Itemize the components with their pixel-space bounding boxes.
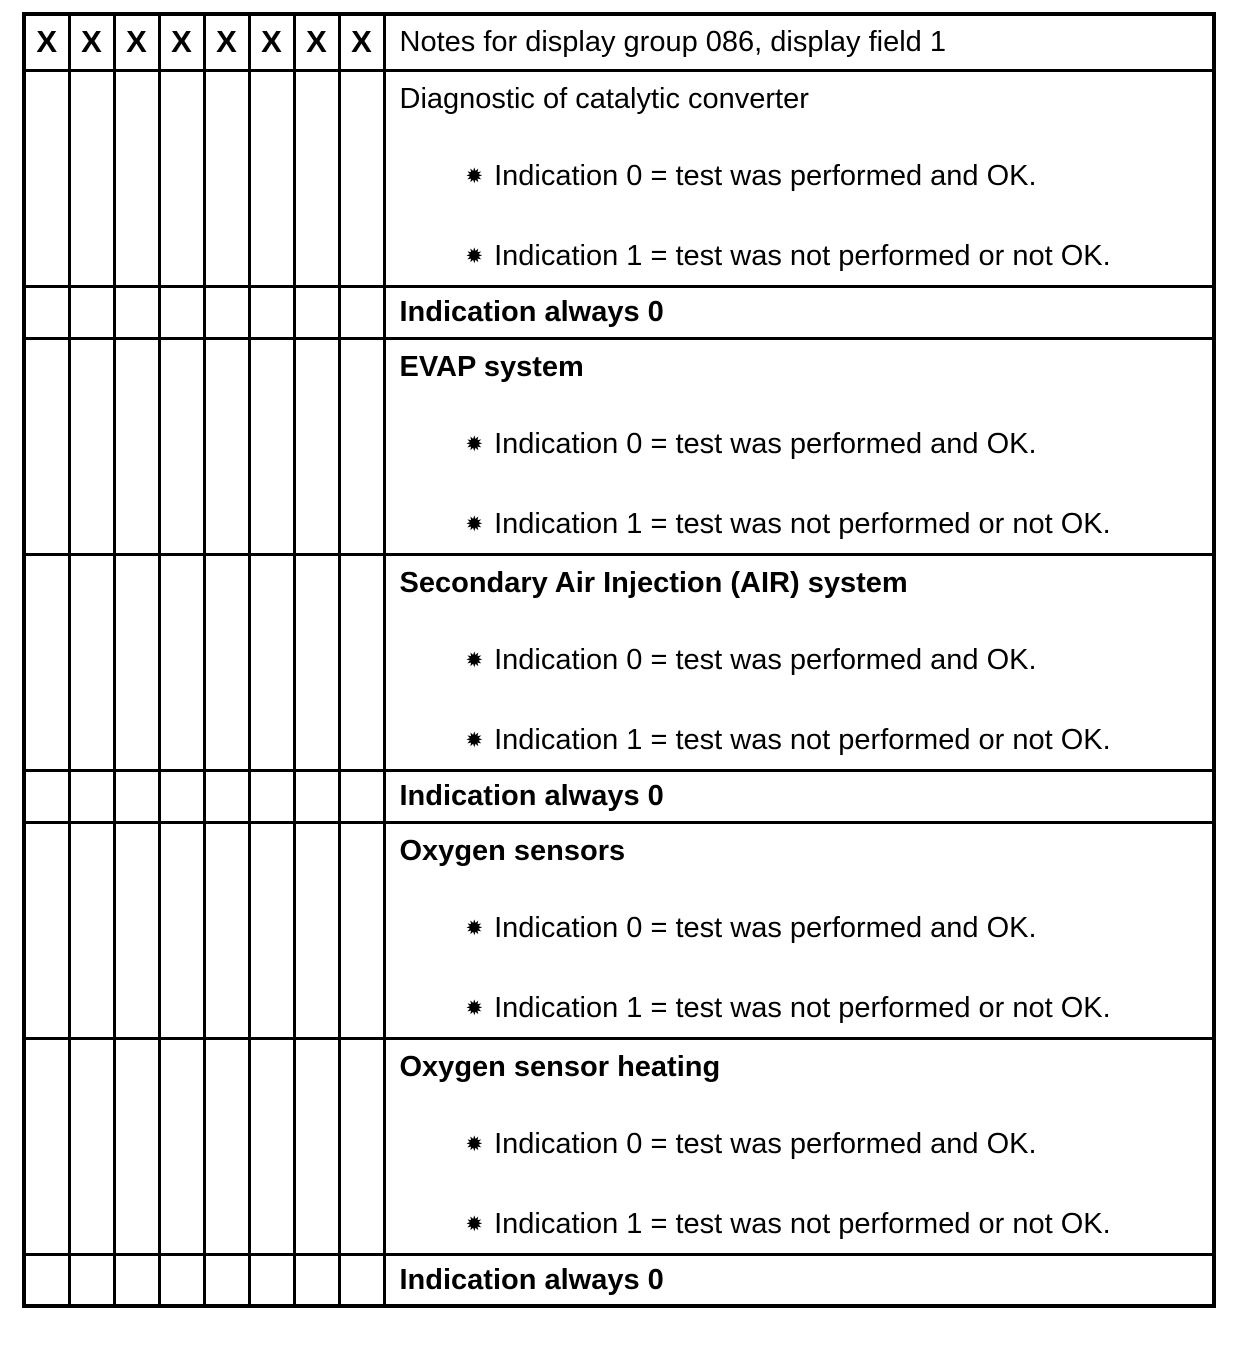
x-mark-cell xyxy=(24,14,69,70)
single-row-indication-always-0 xyxy=(24,1254,1214,1306)
x-mark-cell xyxy=(159,14,204,70)
empty-x-cell xyxy=(24,70,69,286)
empty-x-cell xyxy=(24,554,69,770)
empty-x-cell xyxy=(24,1254,69,1306)
starburst-bullet-icon: ✹ xyxy=(465,164,484,188)
section-cell xyxy=(384,1038,1214,1254)
empty-x-cell xyxy=(159,70,204,286)
empty-x-cell xyxy=(69,286,114,338)
empty-x-cell xyxy=(69,554,114,770)
section-row-catalytic-converter xyxy=(24,70,1214,286)
bullet-text: Indication 0 = test was performed and OK. xyxy=(494,643,1037,676)
empty-x-cell xyxy=(69,70,114,286)
bullet-text: Indication 0 = test was performed and OK. xyxy=(494,1127,1037,1160)
empty-x-cell xyxy=(294,770,339,822)
empty-x-cell xyxy=(249,822,294,1038)
bullet-line xyxy=(400,426,1199,465)
empty-x-cell xyxy=(24,822,69,1038)
bullet-line xyxy=(400,910,1199,949)
empty-x-cell xyxy=(294,554,339,770)
empty-x-cell xyxy=(114,70,159,286)
empty-x-cell xyxy=(114,554,159,770)
empty-x-cell xyxy=(339,70,384,286)
starburst-bullet-icon: ✹ xyxy=(465,728,484,752)
single-title: Indication always 0 xyxy=(399,780,664,812)
empty-x-cell xyxy=(249,1038,294,1254)
empty-x-cell xyxy=(204,554,249,770)
empty-x-cell xyxy=(159,554,204,770)
x-mark: X xyxy=(171,24,192,60)
empty-x-cell xyxy=(69,822,114,1038)
empty-x-cell xyxy=(204,770,249,822)
bullet-line xyxy=(400,238,1199,277)
empty-x-cell xyxy=(159,770,204,822)
empty-x-cell xyxy=(24,338,69,554)
single-cell xyxy=(384,1254,1214,1306)
notes-header-cell xyxy=(384,14,1214,70)
starburst-bullet-icon: ✹ xyxy=(465,512,484,536)
starburst-bullet-icon: ✹ xyxy=(465,244,484,268)
starburst-bullet-icon: ✹ xyxy=(465,648,484,672)
page xyxy=(0,12,1248,1362)
empty-x-cell xyxy=(249,286,294,338)
empty-x-cell xyxy=(294,1254,339,1306)
x-mark: X xyxy=(81,24,102,60)
single-title: Indication always 0 xyxy=(399,296,664,328)
empty-x-cell xyxy=(159,822,204,1038)
empty-x-cell xyxy=(204,70,249,286)
empty-x-cell xyxy=(249,554,294,770)
empty-x-cell xyxy=(249,1254,294,1306)
bullet-text: Indication 1 = test was not performed or not OK. xyxy=(494,507,1111,540)
single-cell xyxy=(384,770,1214,822)
empty-x-cell xyxy=(339,286,384,338)
empty-x-cell xyxy=(204,1038,249,1254)
bullet-line xyxy=(400,642,1199,681)
starburst-bullet-icon: ✹ xyxy=(465,1132,484,1156)
empty-x-cell xyxy=(114,1038,159,1254)
empty-x-cell xyxy=(159,286,204,338)
empty-x-cell xyxy=(69,1254,114,1306)
section-row-oxygen-sensor-heating xyxy=(24,1038,1214,1254)
x-mark-cell xyxy=(339,14,384,70)
section-cell xyxy=(384,822,1214,1038)
x-mark-cell xyxy=(204,14,249,70)
empty-x-cell xyxy=(294,1038,339,1254)
empty-x-cell xyxy=(69,1038,114,1254)
empty-x-cell xyxy=(114,286,159,338)
empty-x-cell xyxy=(249,770,294,822)
empty-x-cell xyxy=(339,1254,384,1306)
bullet-text: Indication 1 = test was not performed or not OK. xyxy=(494,723,1111,756)
empty-x-cell xyxy=(114,822,159,1038)
single-title: Indication always 0 xyxy=(399,1263,664,1296)
section-cell xyxy=(384,554,1214,770)
empty-x-cell xyxy=(294,70,339,286)
bullet-text: Indication 1 = test was not performed or not OK. xyxy=(494,1207,1111,1240)
empty-x-cell xyxy=(159,1254,204,1306)
empty-x-cell xyxy=(204,338,249,554)
single-row-indication-always-0 xyxy=(24,770,1214,822)
empty-x-cell xyxy=(339,1038,384,1254)
section-title: Oxygen sensors xyxy=(399,834,626,867)
x-mark-cell xyxy=(249,14,294,70)
empty-x-cell xyxy=(294,338,339,554)
bullet-line xyxy=(400,990,1199,1029)
empty-x-cell xyxy=(114,1254,159,1306)
x-mark-cell xyxy=(294,14,339,70)
single-cell xyxy=(384,286,1214,338)
x-mark: X xyxy=(126,24,147,60)
empty-x-cell xyxy=(339,822,384,1038)
empty-x-cell xyxy=(24,286,69,338)
starburst-bullet-icon: ✹ xyxy=(465,432,484,456)
empty-x-cell xyxy=(249,70,294,286)
bullet-text: Indication 1 = test was not performed or not OK. xyxy=(494,991,1111,1024)
section-title: EVAP system xyxy=(399,350,584,383)
x-mark: X xyxy=(306,24,327,60)
bullet-text: Indication 0 = test was performed and OK. xyxy=(494,159,1037,192)
empty-x-cell xyxy=(339,338,384,554)
notes-header-label: Notes for display group 086, display field 1 xyxy=(399,25,946,58)
bullet-line xyxy=(400,506,1199,545)
x-mark: X xyxy=(351,24,372,60)
x-mark-cell xyxy=(114,14,159,70)
starburst-bullet-icon: ✹ xyxy=(465,996,484,1020)
x-mark-cell xyxy=(69,14,114,70)
starburst-bullet-icon: ✹ xyxy=(465,1212,484,1236)
empty-x-cell xyxy=(114,338,159,554)
header-row xyxy=(24,14,1214,70)
x-mark: X xyxy=(216,24,237,60)
bullet-line xyxy=(400,722,1199,761)
empty-x-cell xyxy=(204,822,249,1038)
section-title: Oxygen sensor heating xyxy=(399,1050,721,1083)
empty-x-cell xyxy=(294,822,339,1038)
empty-x-cell xyxy=(24,1038,69,1254)
bullet-line xyxy=(400,1126,1199,1165)
bullet-text: Indication 0 = test was performed and OK. xyxy=(494,427,1037,460)
empty-x-cell xyxy=(339,554,384,770)
empty-x-cell xyxy=(249,338,294,554)
x-mark: X xyxy=(261,24,282,60)
empty-x-cell xyxy=(204,286,249,338)
section-cell xyxy=(384,338,1214,554)
bullet-text: Indication 0 = test was performed and OK. xyxy=(494,911,1037,944)
empty-x-cell xyxy=(204,1254,249,1306)
starburst-bullet-icon: ✹ xyxy=(465,916,484,940)
section-row-evap-system xyxy=(24,338,1214,554)
bullet-line xyxy=(400,1206,1199,1245)
x-mark: X xyxy=(36,24,58,60)
section-title: Secondary Air Injection (AIR) system xyxy=(399,566,908,599)
section-title: Diagnostic of catalytic converter xyxy=(399,82,809,115)
single-row-indication-always-0 xyxy=(24,286,1214,338)
bullet-line xyxy=(400,158,1199,197)
section-row-oxygen-sensors xyxy=(24,822,1214,1038)
empty-x-cell xyxy=(69,338,114,554)
empty-x-cell xyxy=(159,338,204,554)
empty-x-cell xyxy=(294,286,339,338)
empty-x-cell xyxy=(339,770,384,822)
empty-x-cell xyxy=(69,770,114,822)
display-group-notes-table xyxy=(22,12,1216,1308)
empty-x-cell xyxy=(24,770,69,822)
section-cell xyxy=(384,70,1214,286)
empty-x-cell xyxy=(114,770,159,822)
bullet-text: Indication 1 = test was not performed or not OK. xyxy=(494,239,1111,272)
empty-x-cell xyxy=(159,1038,204,1254)
section-row-secondary-air-injection xyxy=(24,554,1214,770)
